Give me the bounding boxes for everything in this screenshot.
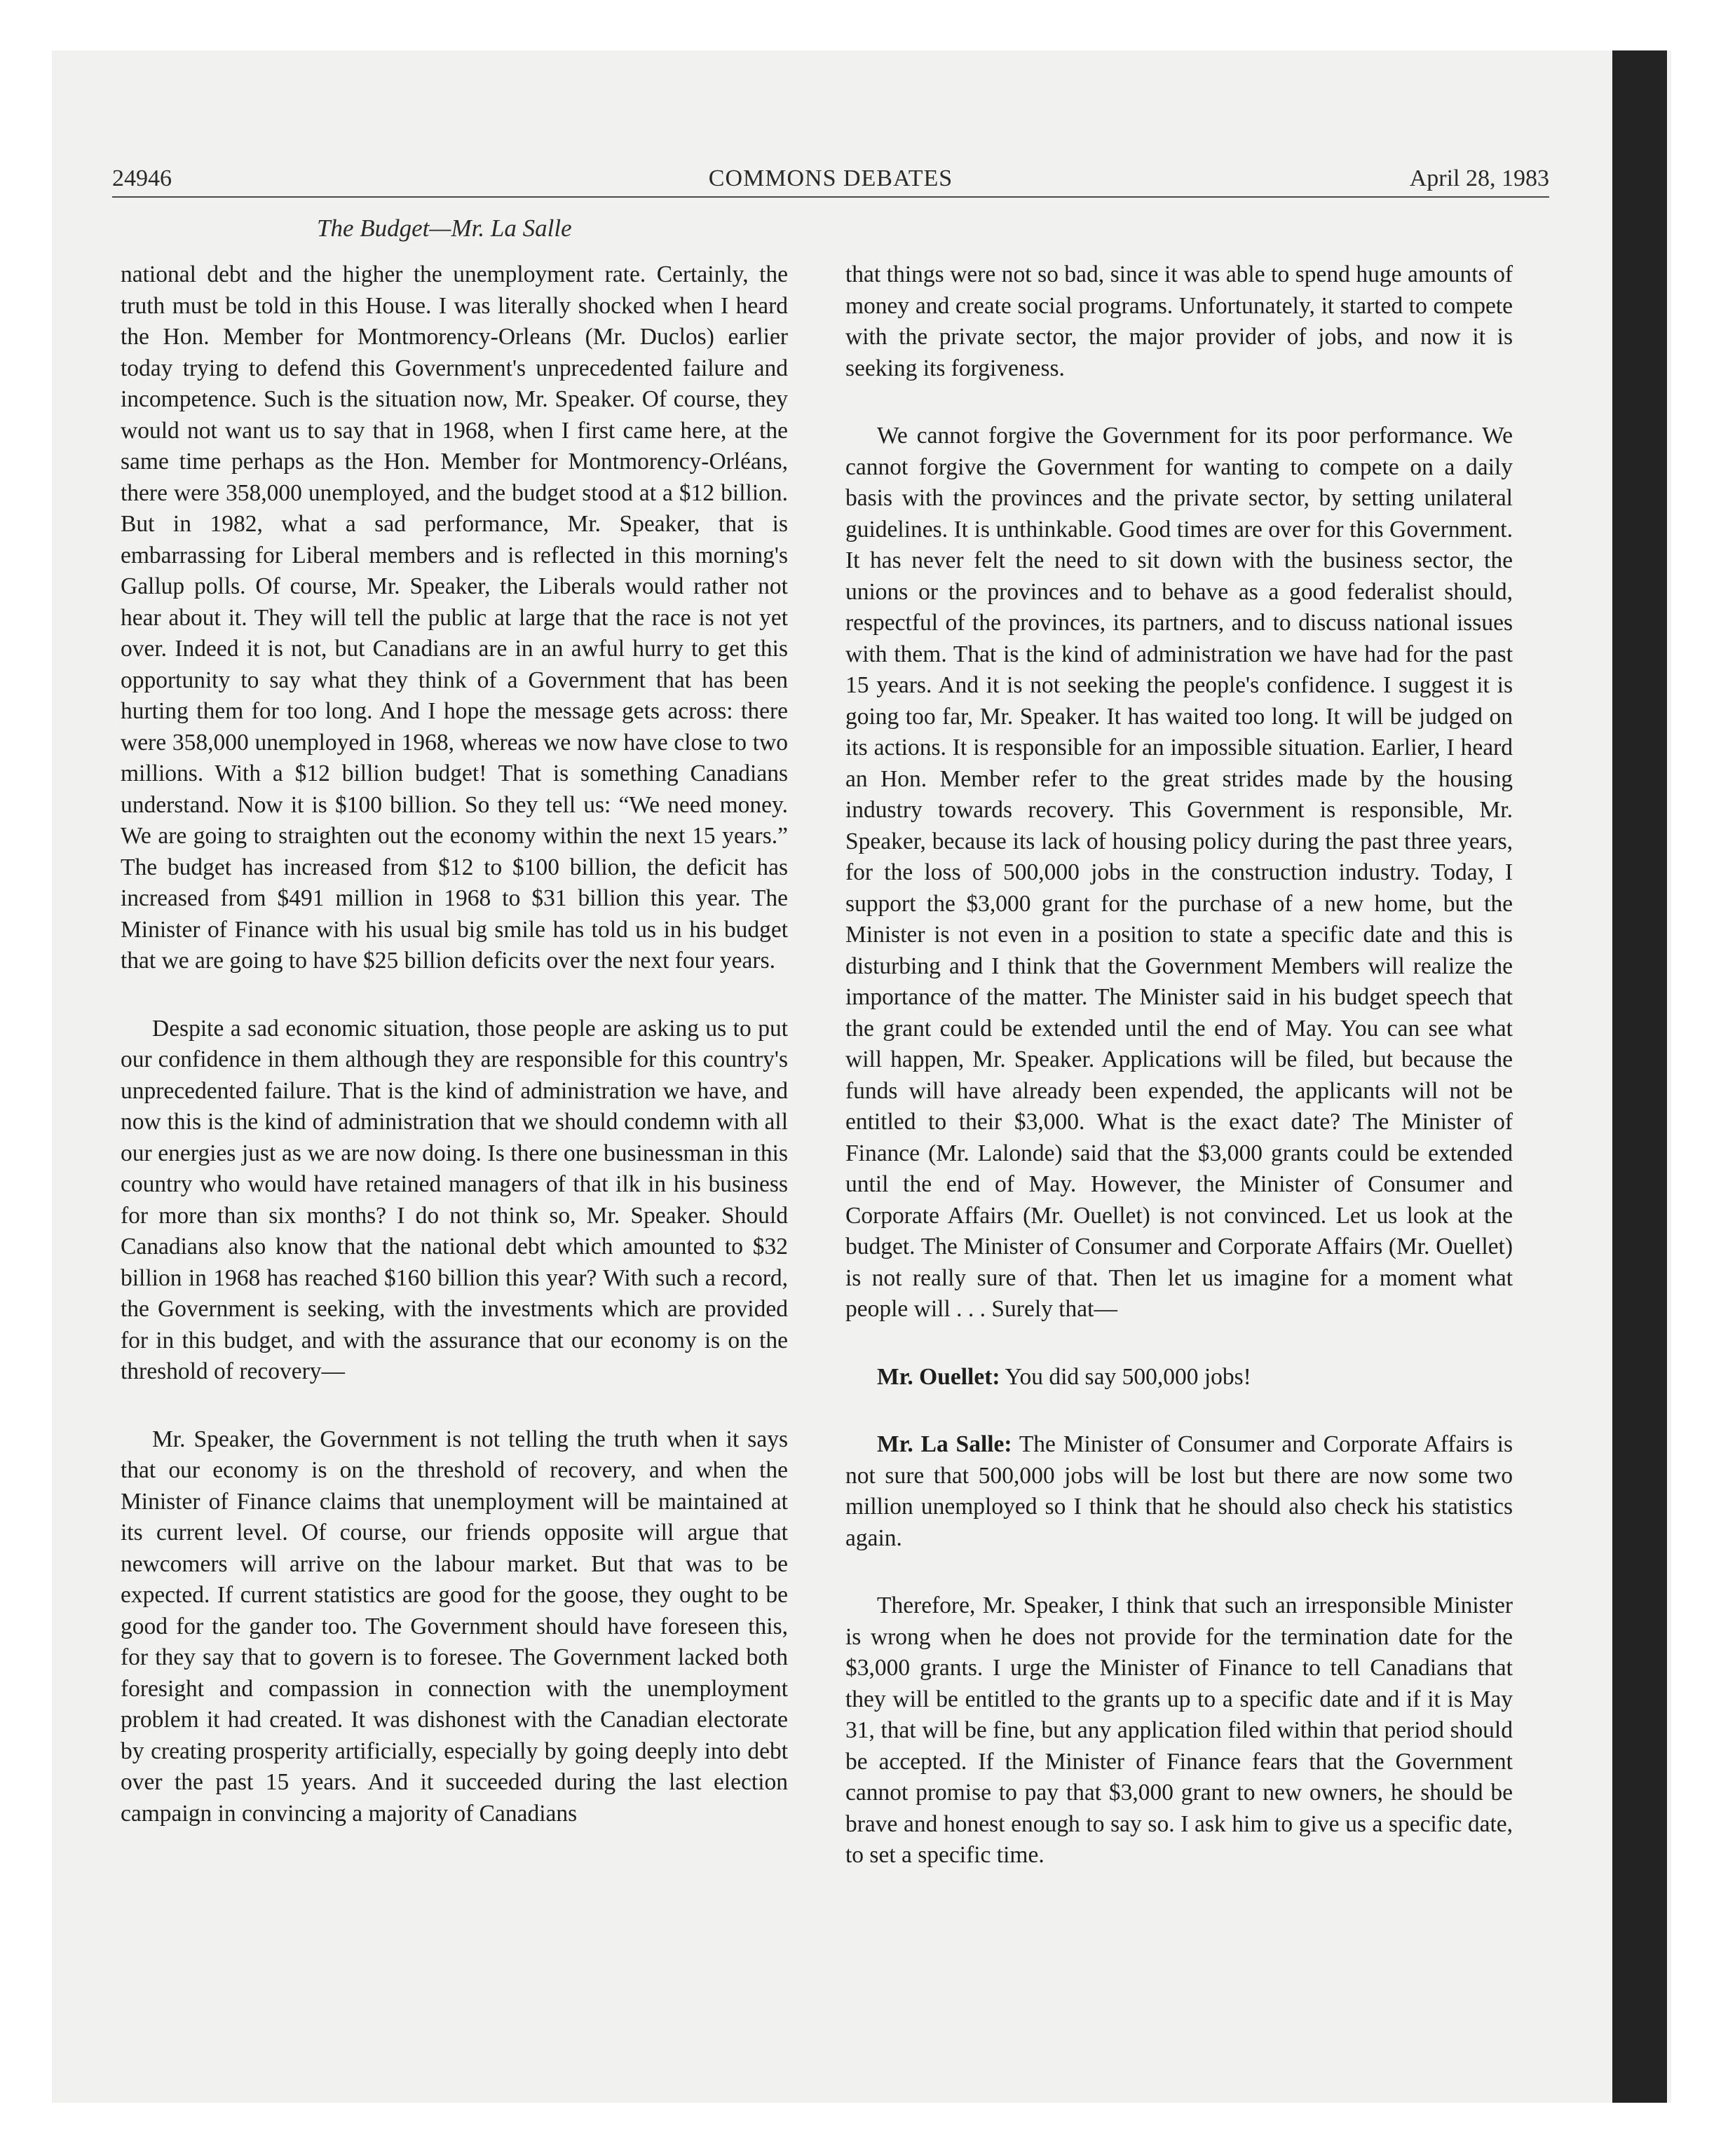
scan-edge-shadow <box>1612 50 1667 2103</box>
publication-title: COMMONS DEBATES <box>708 165 953 191</box>
publication-date: April 28, 1983 <box>1409 165 1549 191</box>
speaker-name: Mr. La Salle: <box>877 1431 1012 1457</box>
interjection-text: You did say 500,000 jobs! <box>1000 1363 1251 1390</box>
paragraph: Despite a sad economic situation, those people are asking us to put our confidence in them although they are responsible for this country's unprecedented failure. That is the kind of administration we have, and now this is the kind of administration that we should condemn with all our energies just as we are now doing. Is there one businessman in this country who would have retained managers of that ilk in his business for more than six months? I do not think so, Mr. Speaker. Should Canadians also know that the national debt which amounted to $32 billion in 1968 has reached $160 billion this year? With such a record, the Government is seeking, with the investments which are provided for in this budget, and with the assurance that our economy is on the threshold of recovery— <box>121 1015 788 1384</box>
reply-text: The Minister of Consumer and Corporate Affairs is not sure that 500,000 jobs will be lost but there are now some two million unemployed so I think that he should also check his statistics again. <box>845 1431 1513 1551</box>
paragraph: Mr. Speaker, the Government is not telling the truth when it says that our economy is on the threshold of recovery, and when the Minister of Finance claims that unemployment will be maintained at its current level. Of course, our friends opposite will argue that newcomers will arrive on the labour market. But that was to be expected. If current statistics are good for the goose, they ought to be good for the gander too. The Government should have foreseen this, for they say that to govern is to foresee. The Government lacked both foresight and compassion in connection with the unemployment problem it had created. It was dishonest with the Canadian electorate by creating prosperity artificially, especially by going deeply into debt over the past 15 years. And it succeeded during the last election campaign in convincing a majority of Canadians <box>121 1426 788 1827</box>
speaker-name: Mr. Ouellet: <box>877 1363 1000 1390</box>
debate-subject: The Budget—Mr. La Salle <box>317 214 572 242</box>
left-column <box>121 259 788 1866</box>
paragraph: Therefore, Mr. Speaker, I think that such an irresponsible Minister is wrong when he does not provide for the termination date for the $3,000 grants. I urge the Minister of Finance to tell Canadians that they will be entitled to the grants up to a specific date and if it is May 31, that will be fine, but any application filed within that period should be accepted. If the Minister of Finance fears that the Government cannot promise to pay that $3,000 grant to new owners, he should be brave and honest enough to say so. I ask him to give us a specific date, to set a specific time. <box>845 1592 1513 1868</box>
right-column <box>845 259 1513 1908</box>
paragraph: We cannot forgive the Government for its poor performance. We cannot forgive the Government for wanting to compete on a daily basis with the provinces and the private sector, by setting unilateral guidelines. It is unthinkable. Good times are over for this Government. It has never felt the need to sit down with the business sector, the unions or the provinces and to behave as a good federalist should, respectful of the provinces, its partners, and to discuss national issues with them. That is the kind of administration we have had for the past 15 years. And it is not seeking the people's confidence. I suggest it is going too far, Mr. Speaker. It has waited too long. It will be judged on its actions. It is responsible for an impossible situation. Earlier, I heard an Hon. Member refer to the great strides made by the housing industry towards recovery. This Government is responsible, Mr. Speaker, because its lack of housing policy during the past three years, for the loss of 500,000 jobs in the construction industry. Today, I support the $3,000 grant for the purchase of a new home, but the Minister is not even in a position to state a specific date and this is disturbing and I think that the Government Members will realize the importance of the matter. The Minister said in his budget speech that the grant could be extended until the end of May. You can see what will happen, Mr. Speaker. Applications will be filed, but because the funds will have already been expended, the applicants will not be entitled to their $3,000. What is the exact date? The Minister of Finance (Mr. Lalonde) said that the $3,000 grants could be extended until the end of May. However, the Minister of Consumer and Corporate Affairs (Mr. Ouellet) is not convinced. Let us look at the budget. The Minister of Consumer and Corporate Affairs (Mr. Ouellet) is not really sure of that. Then let us imagine for a moment what people will . . . Surely that— <box>845 423 1513 1322</box>
reply-paragraph <box>845 1429 1513 1554</box>
running-header <box>112 163 1549 198</box>
paragraph: that things were not so bad, since it was able to spend huge amounts of money and create social programs. Unfortunately, it started to compete with the private sector, the major provider of jobs, and now it is seeking its forgiveness. <box>845 261 1513 381</box>
page-number: 24946 <box>112 165 172 191</box>
interjection-paragraph <box>845 1362 1513 1393</box>
paragraph: national debt and the higher the unemployment rate. Certainly, the truth must be told in this House. I was literally shocked when I heard the Hon. Member for Montmorency-Orleans (Mr. Duclos) earlier today trying to defend this Government's unprecedented failure and incompetence. Such is the situation now, Mr. Speaker. Of course, they would not want us to say that in 1968, when I first came here, at the same time perhaps as the Hon. Member for Montmorency-Orléans, there were 358,000 unemployed, and the budget stood at a $12 billion. But in 1982, what a sad performance, Mr. Speaker, that is embarrassing for Liberal members and is reflected in this morning's Gallup polls. Of course, Mr. Speaker, the Liberals would rather not hear about it. They will tell the public at large that the race is not yet over. Indeed it is not, but Canadians are in an awful hurry to get this opportunity to say what they think of a Government that has been hurting them for too long. And I hope the message gets across: there were 358,000 unemployed in 1968, whereas we now have close to two millions. With a $12 billion budget! That is something Canadians understand. Now it is $100 billion. So they tell us: “We need money. We are going to straighten out the economy within the next 15 years.” The budget has increased from $12 to $100 billion, the deficit has increased from $491 million in 1968 to $31 billion this year. The Minister of Finance with his usual big smile has told us in his budget that we are going to have $25 billion deficits over the next four years. <box>121 261 788 974</box>
